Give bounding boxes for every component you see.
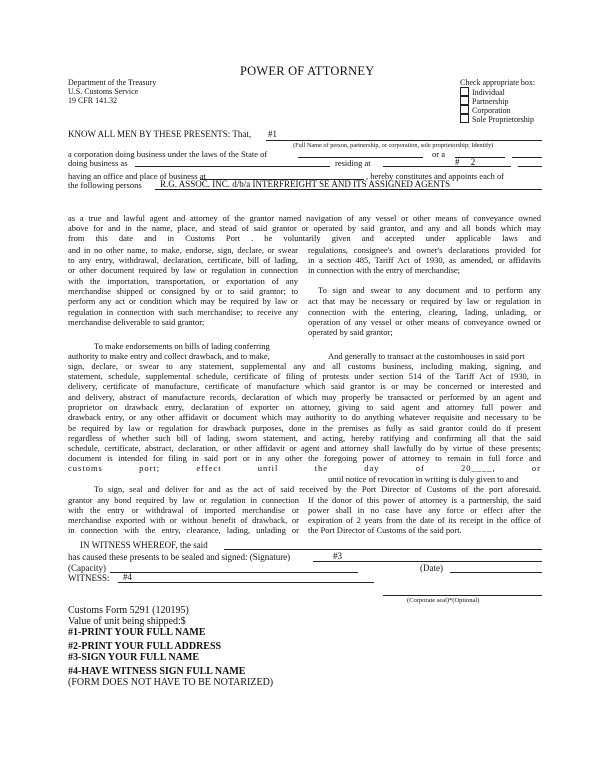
date-line[interactable] [450,572,542,573]
grantor-sign-line[interactable] [224,549,542,550]
body-line: schedule, certificate, abstract, declaration, or other affidavit or agent and attorney shall lawfully do by virtue of these presents; [68,443,541,453]
address-value[interactable]: # 2 [455,157,476,167]
witness-line[interactable] [118,582,374,583]
dba-label: doing business as [68,158,128,168]
left-column-line: grantor any bond required by law or regulation in connection [68,495,299,505]
department-line: Department of the Treasury [68,78,157,87]
right-column-line: operation of any vessel or other means of conveyance owned or [308,317,541,327]
left-column-line: authority to make entry and collect drawback, and to make, [68,351,270,361]
left-column-line: regulation in connection with such merchandise; to receive any [68,307,298,317]
left-column-line: to any entry, withdrawal, declaration, certificate, bill of lading, [68,255,298,265]
checkbox-sole-proprietorship[interactable] [460,114,534,124]
caused-label: has caused these presents to be sealed and signed: (Signature) [68,552,291,562]
left-column-line: with the importation, transportation, or exportation of any [68,276,298,286]
customs-port-line: customs port; effect until the day of 20____, or [68,463,541,473]
right-column-line: regulations, consignee's and owner's declarations provided for [308,245,541,255]
checkbox-label: Partnership [472,97,509,106]
hereby-label: , hereby constitutes and appoints each of [366,171,505,181]
right-column-line: operated by said grantor; [308,327,393,337]
right-column-line: in a section 485, Tariff Act of 1930, as amended, or affidavits [308,255,541,265]
notarize-note: (FORM DOES NOT HAVE TO BE NOTARIZED) [68,677,274,688]
capacity-line[interactable] [110,572,358,573]
right-column-line: power shall in no case have any force or effect after the [308,505,541,515]
persons-line[interactable] [155,189,542,190]
checkbox-label: Sole Proprietorship [472,115,534,124]
dba-line[interactable] [135,166,330,167]
left-column-line: or other document required by law or regulation in connection [68,265,298,275]
checkbox-square[interactable] [460,87,469,96]
checkbox-label: Corporation [472,106,511,115]
right-column-line: If the donor of this power of attorney is a partnership, the said [308,495,541,505]
body-line: and delivery, abstract of manufacture records, declaration of which may properly be transacted or performed by an agent and [68,392,541,402]
office-label: having an office and place of business at [68,171,206,181]
grantor-name-value[interactable]: #1 [268,129,277,139]
checkbox-square[interactable] [460,105,469,114]
witness-value[interactable]: #4 [123,572,132,582]
checkbox-label: Individual [472,88,505,97]
body-line: as a true and lawful agent and attorney of the grantor named navigation of any vessel or other means of conveyance owned [68,213,541,223]
corporate-seal-label: (Corporate seal)*(Optional) [407,597,480,604]
date-label: (Date) [420,563,443,573]
witness-whereof-label: IN WITNESS WHEREOF, the said [80,540,208,550]
checkbox-square[interactable] [460,114,469,123]
know-all-label: KNOW ALL MEN BY THESE PRESENTS: That, [68,129,252,139]
appointed-agents-value[interactable]: R.G. ASSOC. INC. d/b/a INTERFREIGHT SE AND ITS ASSIGNED AGENTS [160,179,451,189]
corporation-line-label: a corporation doing business under the laws of the State of [68,149,268,159]
residing-label: residing at [335,158,371,168]
body-line: from this date and in Customs Port . be voluntarily given and accepted under applicable laws and [68,233,541,243]
address-line[interactable] [383,166,511,167]
signature-line[interactable] [313,561,542,562]
body-line: be required by law or regulation for drawback purposes, done in the premises as fully as said grantor could do if present [68,423,541,433]
body-line: above for and in the name, place, and stead of said grantor or operated by said grantor, and any and all bonds which may [68,223,541,233]
or-a-label: or a [432,149,445,159]
left-column-line: in connection with the entry, clearance, lading, unlading or [68,525,299,535]
instruction-1: #1-PRINT YOUR FULL NAME [68,627,206,638]
body-line: delivery, certificate of manufacture, certificate of manufacture which said grantor is or may be concerned or interested and [68,381,541,391]
witness-label: WITNESS: [68,573,110,583]
right-column-line: the Port Director of Customs of the said port. [308,525,462,535]
left-column-line: merchandise exported with or without benefit of drawback, or [68,515,299,525]
left-column-line: merchandise shipped or consigned by or to said grantor; to [68,286,298,296]
instruction-4: #4-HAVE WITNESS SIGN FULL NAME [68,666,246,677]
entity-type-line-2[interactable] [512,157,542,158]
left-column-line: merchandise deliverable to said grantor; [68,317,205,327]
right-column-line: in connection with the entry of merchandise; [308,265,461,275]
body-line: proprietor on drawback entry, declaration of exporter on attorney, giving to said agent and attorney full power and [68,402,541,412]
form-number: Customs Form 5291 (120195) [68,605,189,616]
address-line-2[interactable] [518,166,542,167]
page-title: POWER OF ATTORNEY [240,64,375,78]
signature-value[interactable]: #3 [333,551,342,561]
left-column-line: To make endorsements on bills of lading conferring [94,341,270,351]
unit-value-label: Value of unit being shipped:$ [68,616,186,627]
persons-label: the following persons [68,180,142,190]
capacity-label: (Capacity) [68,563,106,573]
body-line: statement, schedule, supplemental schedule, certificate of filing of protests under section 514 of the Tariff Act of 1930, in [68,371,541,381]
agency-line: U.S. Customs Service [68,87,139,96]
body-line: sign, declare, or swear to any statement, supplemental any and all customs business, including making, signing, and [68,361,541,371]
left-column-line: with the entry or withdrawal of imported merchandise or [68,505,299,515]
right-column-line: expiration of 2 years from the date of its receipt in the office of [308,515,541,525]
checkbox-square[interactable] [460,96,469,105]
check-heading: Check appropriate box: [460,78,536,87]
grantor-name-line[interactable] [266,140,542,141]
right-column-line: connection with the entering, clearing, lading, unlading, or [308,307,541,317]
body-line: regardless of whether such bill of lading, sworn statement, and acting, hereby ratifying and confirming all that the said [68,433,541,443]
body-line: document is intended for filing in said port or in any other the foregoing power of attorney to remain in full force and [68,453,541,463]
instruction-2: #2-PRINT YOUR FULL ADDRESS [68,641,222,652]
right-column-line: act that may be necessary or required by law or regulation in [308,296,541,306]
full-name-hint: (Full Name of person, partnership, or corporation, sole proprietorship; Identify) [293,142,494,149]
body-line: drawback entry, or any other affidavit or document which may authority to do anything whatever requisite and necessary to be [68,412,541,422]
regulation-line: 19 CFR 141.32 [68,96,118,105]
right-column-line: To sign and swear to any document and to perform any [318,285,541,295]
sign-seal-line: To sign, seal and deliver for and as the act of said received by the Port Director of Customs of the port aforesaid. [94,484,541,494]
revocation-line: until notice of revocation in writing is duly given to and [328,474,519,484]
instruction-3: #3-SIGN YOUR FULL NAME [68,652,200,663]
left-column-line: and in no other name, to make, endorse, sign, declare, or swear [68,245,298,255]
right-column-line: And generally to transact at the customhouses in said port [328,351,525,361]
corporate-seal-line[interactable] [383,595,542,596]
left-column-line: perform any act or condition which may be required by law or [68,296,298,306]
